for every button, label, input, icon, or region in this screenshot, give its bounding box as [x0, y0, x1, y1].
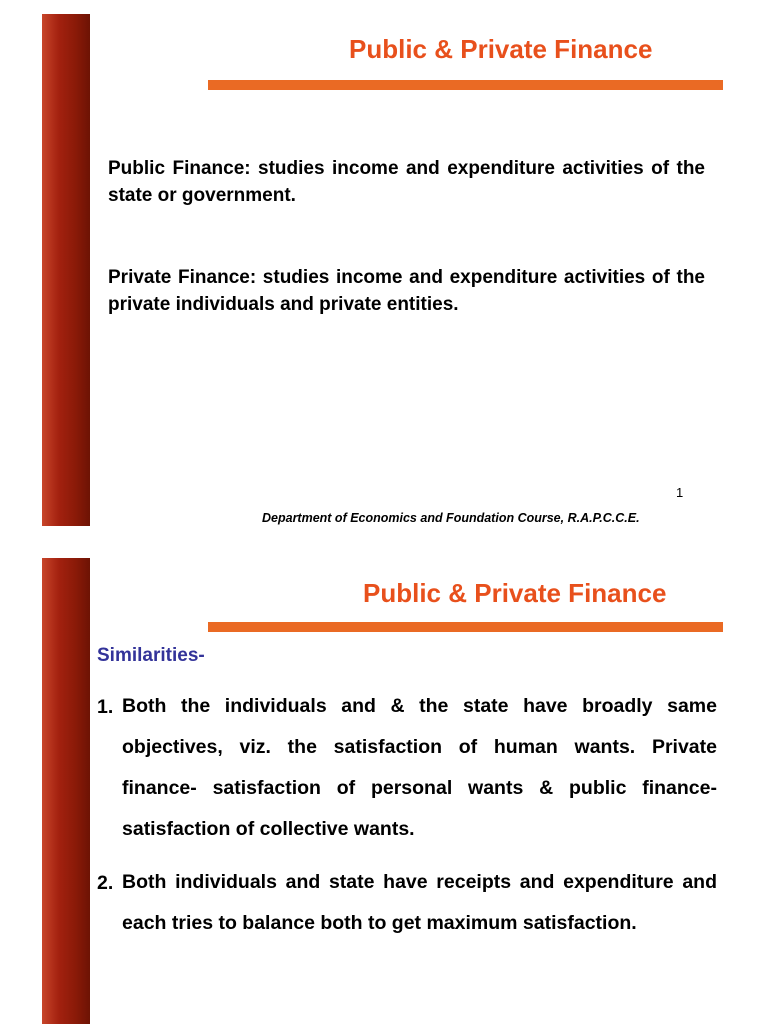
list-item-number: 2. [97, 872, 114, 894]
list-item-number: 1. [97, 696, 114, 718]
title-underline [208, 80, 723, 90]
side-accent-bar [42, 14, 90, 526]
public-finance-definition: Public Finance: studies income and expenditure activities of the state or government. [108, 158, 705, 206]
slide-title: Public & Private Finance [363, 578, 667, 608]
list-item [97, 872, 717, 944]
slide-title: Public & Private Finance [349, 34, 653, 64]
side-accent-bar [42, 558, 90, 1024]
private-finance-definition: Private Finance: studies income and expenditure activities of the private individuals and private entities. [108, 267, 705, 315]
footer-text: Department of Economics and Foundation Course, R.A.P.C.C.E. [262, 511, 640, 525]
similarities-heading: Similarities- [97, 645, 205, 666]
title-underline [208, 622, 723, 632]
list-item-text: Both individuals and state have receipts and expenditure and each tries to balance both to get maximum satisfaction. [122, 871, 717, 934]
list-item-text: Both the individuals and & the state have broadly same objectives, viz. the satisfaction of human wants. Private finance- satisfaction of personal wants & public finance- satisfaction of collective wants. [122, 695, 717, 840]
list-item [97, 696, 717, 850]
page-number: 1 [676, 485, 684, 500]
slide-2 [0, 556, 768, 1024]
